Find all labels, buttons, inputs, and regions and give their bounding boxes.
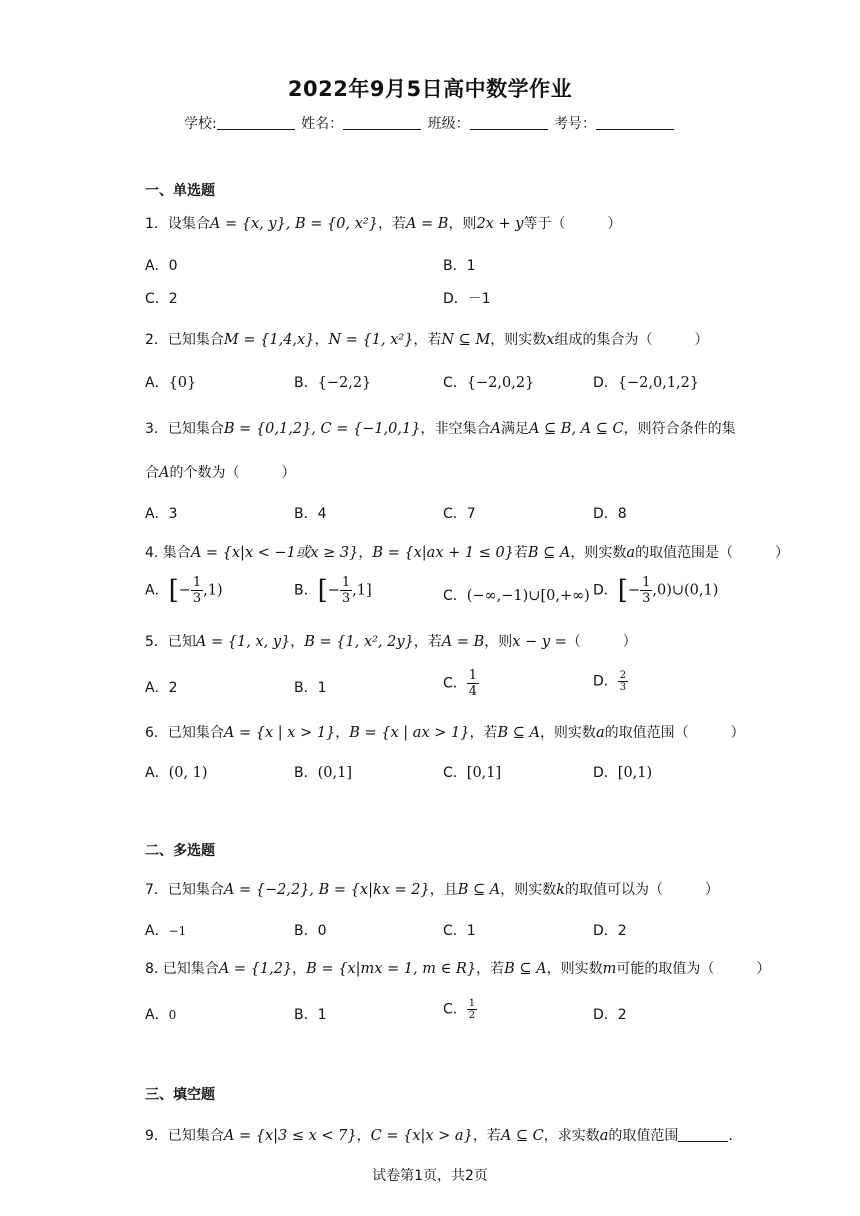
q2-option-d[interactable]: D．{−2,0,1,2} <box>593 375 700 391</box>
q7-option-c[interactable]: C．1 <box>443 923 476 939</box>
q4-option-a[interactable]: A．[− $\frac{1}{3}$ ,1) <box>145 575 223 606</box>
q4-option-d[interactable]: D．[− $\frac{1}{3}$ ,0)∪(0,1) <box>593 575 719 606</box>
page-title: 2022年9月5日高中数学作业 <box>287 77 573 101</box>
q3-option-b[interactable]: B．4 <box>294 506 327 522</box>
section-heading-single-choice: 一、单选题 <box>145 183 215 199</box>
question-3-line-2: 合A的个数为（ ） <box>145 465 296 481</box>
question-4: 4. 集合A = {x|x < −1或x ≥ 3}，B = {x|ax + 1 ≤ 0}若B ⊆ A，则实数a的取值范围是（ ） <box>145 545 790 561</box>
name-blank[interactable] <box>343 115 421 130</box>
q5-option-a[interactable]: A．2 <box>145 680 178 696</box>
section-heading-multiple-choice: 二、多选题 <box>145 843 215 859</box>
q5-option-c[interactable]: C． $\frac{1}{4}$ <box>443 668 478 699</box>
q1-option-d[interactable]: D．－1 <box>443 291 491 307</box>
q1-option-b[interactable]: B．1 <box>443 258 476 274</box>
q5-option-b[interactable]: B．1 <box>294 680 327 696</box>
q4-option-c[interactable]: C．(−∞,−1)∪[0,+∞) <box>443 588 590 604</box>
question-8: 8. 已知集合A = {1,2}，B = {x|mx = 1, m ∈ R}，若B ⊆ A，则实数m可能的取值为（ ） <box>145 961 771 977</box>
question-5: 5．已知A = {1, x, y}，B = {1, x², 2y}，若A = B，则x − y =（ ） <box>145 634 637 650</box>
q9-answer-blank[interactable] <box>678 1127 728 1142</box>
school-blank[interactable] <box>217 115 295 130</box>
section-heading-fill-blank: 三、填空题 <box>145 1087 215 1103</box>
q6-option-b[interactable]: B．(0,1] <box>294 765 352 781</box>
q8-option-d[interactable]: D．2 <box>593 1007 627 1023</box>
class-label: 班级： <box>427 116 470 132</box>
q6-option-a[interactable]: A．(0, 1) <box>145 765 208 781</box>
exam-no-label: 考号： <box>554 116 597 132</box>
q8-option-c[interactable]: C． $\frac{1}{2}$ <box>443 998 476 1021</box>
q1-option-c[interactable]: C．2 <box>145 291 178 307</box>
q8-option-a[interactable]: A．0 <box>145 1007 177 1023</box>
q6-option-d[interactable]: D．[0,1) <box>593 765 653 781</box>
q3-option-a[interactable]: A．3 <box>145 506 178 522</box>
q2-option-b[interactable]: B．{−2,2} <box>294 375 372 391</box>
q7-option-b[interactable]: B．0 <box>294 923 327 939</box>
name-label: 姓名： <box>301 116 344 132</box>
question-3: 3．已知集合B = {0,1,2}, C = {−1,0,1}，非空集合A满足A ⊆ B, A ⊆ C，则符合条件的集 <box>145 421 736 437</box>
q1-option-a[interactable]: A．0 <box>145 258 178 274</box>
q7-option-d[interactable]: D．2 <box>593 923 627 939</box>
student-info-row <box>0 113 860 133</box>
q3-option-c[interactable]: C．7 <box>443 506 476 522</box>
q5-option-d[interactable]: D． $\frac{2}{3}$ <box>593 670 627 693</box>
question-9: 9．已知集合A = {x|3 ≤ x < 7}，C = {x|x > a}，若A ⊆ C，求实数a的取值范围 . <box>145 1128 733 1144</box>
question-6: 6．已知集合A = {x | x > 1}，B = {x | ax > 1}，若B ⊆ A，则实数a的取值范围（ ） <box>145 725 745 741</box>
school-label: 学校: <box>183 116 217 132</box>
page-footer: 试卷第1页，共2页 <box>372 1168 488 1184</box>
question-2: 2．已知集合M = {1,4,x}，N = {1, x²}，若N ⊆ M，则实数x组成的集合为（ ） <box>145 332 709 348</box>
class-blank[interactable] <box>470 115 548 130</box>
question-1: 1．设集合A = {x, y}, B = {0, x²}，若A = B，则2x + y等于（ ） <box>145 216 622 232</box>
q2-option-c[interactable]: C．{−2,0,2} <box>443 375 535 391</box>
exam-no-blank[interactable] <box>596 115 674 130</box>
q2-option-a[interactable]: A．{0} <box>145 375 197 391</box>
q4-option-b[interactable]: B．[− $\frac{1}{3}$ ,1] <box>294 575 372 606</box>
q6-option-c[interactable]: C．[0,1] <box>443 765 502 781</box>
q7-option-a[interactable]: A．−1 <box>145 923 187 939</box>
q3-option-d[interactable]: D．8 <box>593 506 627 522</box>
q8-option-b[interactable]: B．1 <box>294 1007 327 1023</box>
question-7: 7．已知集合A = {−2,2}, B = {x|kx = 2}，且B ⊆ A，则实数k的取值可以为（ ） <box>145 882 720 898</box>
